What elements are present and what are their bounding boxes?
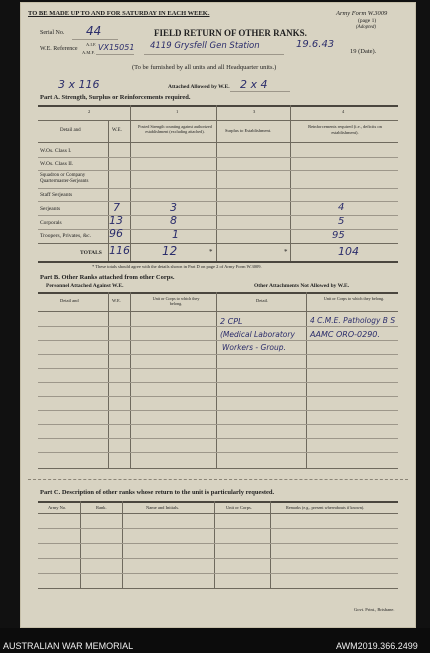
b-entry-unit-2: AAMC ORO-0290.: [310, 330, 380, 339]
header-surplus: Surplus to Establishment.: [225, 128, 272, 133]
row-we-serjeants: 7: [113, 201, 120, 214]
date-label: 19 (Date).: [350, 48, 377, 55]
top-instruction: TO BE MADE UP TO AND FOR SATURDAY IN EACH WEEK.: [28, 10, 210, 17]
col-number-4: 4: [342, 109, 345, 114]
footer-right: AWM2019.366.2499: [336, 641, 418, 651]
b-header-detail2: Detail.: [256, 298, 269, 303]
form-name: Army Form W.3009: [336, 10, 388, 17]
totals-reinf-star: *: [284, 248, 288, 256]
b-header-unit2: Unit or Corps to which they belong.: [323, 296, 385, 301]
totals-reinf: 104: [338, 245, 359, 258]
serial-value: 44: [86, 24, 102, 38]
header-posted: Posted Strength counting against authorized establishment (excluding attached).: [138, 124, 212, 134]
unit-value: 4119 Grysfell Gen Station: [150, 41, 260, 51]
c-header-rank: Rank.: [96, 505, 107, 510]
b-header-we: W.E.: [112, 298, 121, 303]
totals-posted: 12: [162, 244, 178, 258]
totals-label: TOTALS: [80, 250, 102, 256]
part-a-note: * These totals should agree with the details shown in Part D on page 2 of Army Form W.3009.: [92, 264, 262, 269]
footer-left: AUSTRALIAN WAR MEMORIAL: [3, 641, 134, 651]
cut-line: [28, 479, 408, 480]
b-header-detail: Detail and: [60, 298, 79, 303]
serial-label: Serial No.: [40, 30, 65, 36]
row-reinf-serjeants: 4: [338, 202, 345, 213]
form-title: FIELD RETURN OF OTHER RANKS.: [154, 28, 307, 38]
c-header-name: Name and Initials.: [146, 505, 180, 510]
we-left-value: 3 x 116: [58, 78, 100, 91]
header-reinforcements: Reinforcements required (i.e., deficits on establishment).: [308, 124, 382, 135]
b-entry-detail-1: 2 CPL: [220, 317, 243, 326]
row-we-troopers: 96: [109, 227, 123, 240]
form-sheet: [20, 2, 416, 628]
c-header-unit: Unit or Corps.: [226, 505, 252, 510]
row-label-cqms: Squadron or Company Quartermaster-Serjeants: [40, 173, 89, 184]
row-reinf-corporals: 5: [338, 216, 345, 227]
aif-label: A.I.F.: [86, 42, 97, 47]
c-header-remarks: Remarks (e.g., present whereabouts if known).: [286, 505, 365, 510]
row-reinf-troopers: 95: [332, 230, 345, 241]
col-number-3: 3: [253, 109, 256, 114]
row-label-troopers: Troopers, Privates, &c.: [40, 233, 91, 239]
date-value: 19.6.43: [296, 39, 335, 50]
we-reference-value: VX15051: [98, 43, 135, 52]
row-label-staff-serjeants: Staff Serjeants: [40, 192, 73, 198]
b-entry-detail-2: (Medical Laboratory: [220, 330, 295, 339]
col-number-1: 1: [176, 109, 179, 114]
printer-imprint: Govt. Print., Brisbane.: [354, 607, 395, 612]
part-b-title: Part B. Other Ranks attached from other Corps.: [40, 274, 175, 281]
row-label-wo2: W.Os. Class II.: [40, 161, 74, 167]
totals-we: 116: [109, 244, 130, 257]
form-adopted: (Adopted): [356, 25, 376, 30]
col-number-2: 2: [88, 109, 91, 114]
header-we: W.E.: [112, 128, 122, 133]
part-a-title: Part A. Strength, Surplus or Reinforcements required.: [40, 94, 191, 101]
row-label-corporals: Corporals: [40, 220, 62, 226]
b-header-unit: Unit or Corps to which they belong.: [152, 296, 200, 306]
row-label-wo1: W.Os. Class I.: [40, 148, 72, 154]
row-posted-serjeants: 3: [170, 201, 177, 214]
part-b-right-title: Other Attachments Not Allowed by W.E.: [254, 283, 350, 289]
furnished-note: (To be furnished by all units and all Headquarter units.): [132, 64, 277, 71]
we-reference-label: W.E. Reference: [40, 46, 78, 52]
row-label-serjeants: Serjeants: [40, 206, 61, 212]
part-b-left-title: Personnel Attached Against W.E.: [46, 283, 124, 289]
amf-label: A.M.F.: [82, 50, 95, 55]
totals-surplus-star: *: [209, 248, 213, 256]
allowed-label: Attached Allowed by W.E.: [168, 84, 230, 90]
form-page: (page 1): [358, 18, 377, 24]
row-we-corporals: 13: [109, 214, 123, 227]
footer-bar: [0, 628, 430, 653]
row-posted-troopers: 1: [172, 228, 179, 241]
part-c-title: Part C. Description of other ranks whose return to the unit is particularly requested.: [40, 489, 275, 496]
b-entry-detail-3: Workers - Group.: [222, 343, 286, 352]
c-header-army-no: Army No.: [48, 505, 67, 510]
b-entry-unit-1: 4 C.M.E. Pathology B S: [310, 316, 396, 325]
row-posted-corporals: 8: [170, 214, 177, 227]
header-detail: Detail and: [60, 128, 81, 133]
allowed-value: 2 x 4: [240, 78, 268, 91]
